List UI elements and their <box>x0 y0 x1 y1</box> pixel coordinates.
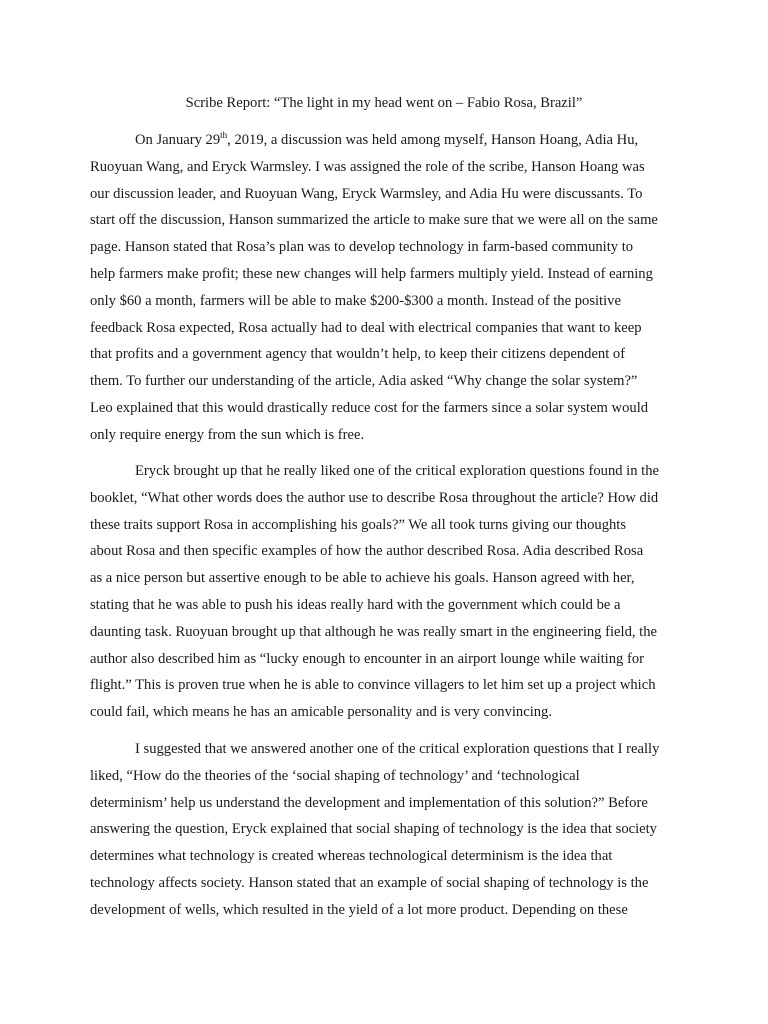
ordinal-superscript: th <box>220 130 228 140</box>
paragraph-line: help farmers make profit; these new changes will help farmers multiply yield. Instead of earning <box>90 265 653 282</box>
paragraph-line: feedback Rosa expected, Rosa actually had to deal with electrical companies that want to keep <box>90 319 642 336</box>
paragraph-line: that profits and a government agency that wouldn’t help, to keep their citizens dependent of <box>90 346 626 363</box>
paragraph-line: these traits support Rosa in accomplishing his goals?” We all took turns giving our thoughts <box>90 516 627 533</box>
paragraph-line: Leo explained that this would drastically reduce cost for the farmers since a solar system would <box>90 399 649 416</box>
paragraph-line: On January 29th, 2019, a discussion was held among myself, Hanson Hoang, Adia Hu, <box>135 130 639 148</box>
paragraph-line: stating that he was able to push his ideas really hard with the government which could be a <box>90 596 621 613</box>
paragraph-line: only require energy from the sun which is free. <box>90 426 365 443</box>
paragraph-line: start off the discussion, Hanson summarized the article to make sure that we were all on the same <box>90 212 658 229</box>
paragraph-line: author also described him as “lucky enough to encounter in an airport lounge while waiting for <box>90 650 644 667</box>
paragraph-line: daunting task. Ruoyuan brought up that although he was really smart in the engineering field, the <box>90 623 657 640</box>
paragraph-line: page. Hanson stated that Rosa’s plan was to develop technology in farm-based community to <box>90 239 634 256</box>
paragraph-line: liked, “How do the theories of the ‘social shaping of technology’ and ‘technological <box>90 767 580 784</box>
paragraph-2 <box>90 458 690 726</box>
paragraph-line: determines what technology is created whereas technological determinism is the idea that <box>90 848 613 865</box>
paragraph-line: development of wells, which resulted in the yield of a lot more product. Depending on these <box>90 901 628 918</box>
paragraph-line: as a nice person but assertive enough to be able to achieve his goals. Hanson agreed with her, <box>90 570 635 587</box>
paragraph-line: Eryck brought up that he really liked one of the critical exploration questions found in the <box>135 463 660 479</box>
paragraph-line: I suggested that we answered another one of the critical exploration questions that I really <box>135 741 660 757</box>
paragraph-3 <box>90 736 690 924</box>
paragraph-1 <box>90 127 690 449</box>
paragraph-line: Ruoyuan Wang, and Eryck Warmsley. I was assigned the role of the scribe, Hanson Hoang was <box>90 158 645 175</box>
paragraph-line: answering the question, Eryck explained that social shaping of technology is the idea that society <box>90 821 657 838</box>
paragraph-line: only $60 a month, farmers will be able to make $200-$300 a month. Instead of the positive <box>90 292 621 309</box>
paragraph-line: determinism’ help us understand the development and implementation of this solution?” Before <box>90 794 648 811</box>
paragraph-line: about Rosa and then specific examples of how the author described Rosa. Adia described Rosa <box>90 543 644 560</box>
paragraph-line: booklet, “What other words does the author use to describe Rosa throughout the article? How did <box>90 489 659 506</box>
paragraph-line: our discussion leader, and Ruoyuan Wang, Eryck Warmsley, and Adia Hu were discussants. To <box>90 185 643 202</box>
paragraph-line: flight.” This is proven true when he is able to convince villagers to let him set up a project which <box>90 677 656 694</box>
paragraph-line: could fail, which means he has an amicable personality and is very convincing. <box>90 704 552 721</box>
document-title: Scribe Report: “The light in my head went on – Fabio Rosa, Brazil” <box>185 95 583 111</box>
paragraph-line: them. To further our understanding of the article, Adia asked “Why change the solar system?” <box>90 373 638 390</box>
paragraph-line: technology affects society. Hanson stated that an example of social shaping of technology is the <box>90 874 649 891</box>
